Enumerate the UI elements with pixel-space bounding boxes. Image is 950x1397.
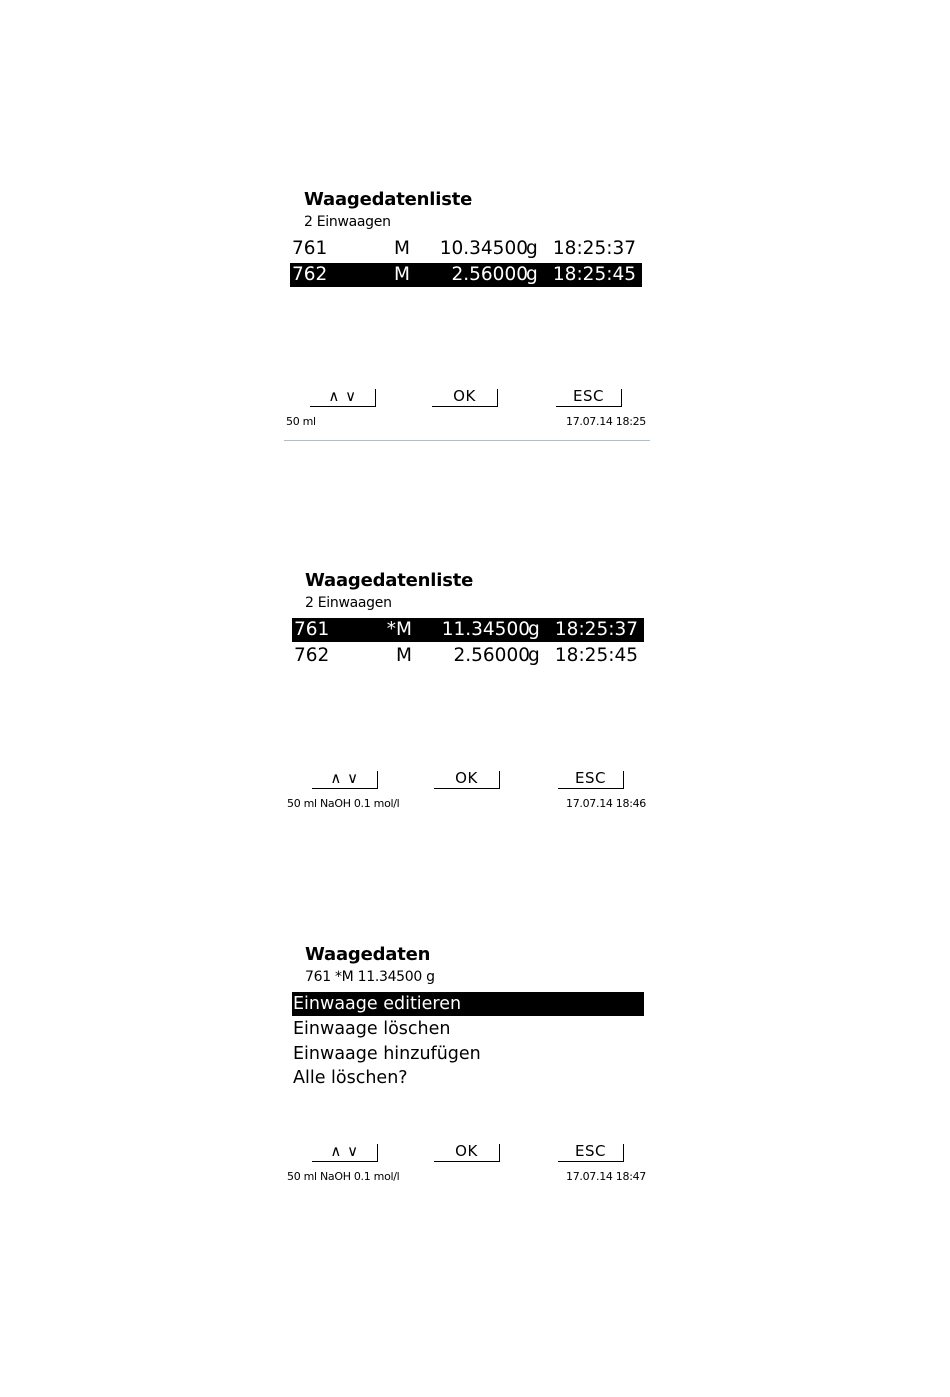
- row-time: 18:25:37: [552, 238, 636, 259]
- screen-weighing-data-menu: [284, 940, 650, 1190]
- nav-up-down-button[interactable]: ∧ ∨: [312, 1144, 378, 1162]
- row-unit: g: [526, 238, 538, 259]
- menu-item-delete-all[interactable]: Alle löschen?: [293, 1068, 408, 1088]
- esc-button[interactable]: ESC: [556, 389, 622, 407]
- row-time: 18:25:45: [554, 645, 638, 666]
- screen-weighing-list-1: [284, 185, 650, 445]
- row-mark: *M: [386, 619, 412, 640]
- nav-up-down-button[interactable]: ∧ ∨: [310, 389, 376, 407]
- table-row-selected[interactable]: [290, 263, 642, 287]
- row-id: 761: [294, 619, 330, 640]
- menu-item-add-weighing[interactable]: Einwaage hinzufügen: [293, 1044, 481, 1064]
- row-time: 18:25:37: [554, 619, 638, 640]
- page-title: Waagedatenliste: [305, 570, 474, 591]
- status-volume: 50 ml: [286, 415, 316, 428]
- screen-weighing-list-2: [284, 566, 650, 816]
- row-id: 762: [292, 264, 328, 285]
- row-mark: M: [396, 645, 412, 666]
- page-title: Waagedatenliste: [304, 189, 473, 210]
- nav-up-down-button[interactable]: ∧ ∨: [312, 771, 378, 789]
- row-unit: g: [526, 264, 538, 285]
- row-id: 761: [292, 238, 328, 259]
- esc-button[interactable]: ESC: [558, 771, 624, 789]
- esc-button[interactable]: ESC: [558, 1144, 624, 1162]
- row-value: 2.56000: [451, 264, 528, 285]
- status-volume: 50 ml NaOH 0.1 mol/l: [287, 1170, 400, 1183]
- row-id: 762: [294, 645, 330, 666]
- row-value: 2.56000: [453, 645, 530, 666]
- ok-button[interactable]: OK: [432, 389, 498, 407]
- page-subtitle: 2 Einwaagen: [305, 595, 392, 611]
- row-mark: M: [394, 238, 410, 259]
- row-mark: M: [394, 264, 410, 285]
- row-value: 11.34500: [441, 619, 530, 640]
- page-subtitle: 2 Einwaagen: [304, 214, 391, 230]
- table-row-selected[interactable]: [292, 618, 644, 642]
- menu-item-edit-weighing[interactable]: Einwaage editieren: [292, 992, 644, 1016]
- menu-item-delete-weighing[interactable]: Einwaage löschen: [293, 1019, 451, 1039]
- page-subtitle: 761 *M 11.34500 g: [305, 969, 435, 985]
- status-datetime: 17.07.14 18:46: [566, 797, 646, 810]
- row-unit: g: [528, 619, 540, 640]
- page-title: Waagedaten: [305, 944, 431, 965]
- status-volume: 50 ml NaOH 0.1 mol/l: [287, 797, 400, 810]
- table-row[interactable]: [290, 237, 642, 261]
- ok-button[interactable]: OK: [434, 1144, 500, 1162]
- row-value: 10.34500: [439, 238, 528, 259]
- table-row[interactable]: [292, 644, 644, 668]
- divider: [284, 440, 650, 441]
- status-datetime: 17.07.14 18:47: [566, 1170, 646, 1183]
- ok-button[interactable]: OK: [434, 771, 500, 789]
- row-unit: g: [528, 645, 540, 666]
- status-datetime: 17.07.14 18:25: [566, 415, 646, 428]
- row-time: 18:25:45: [552, 264, 636, 285]
